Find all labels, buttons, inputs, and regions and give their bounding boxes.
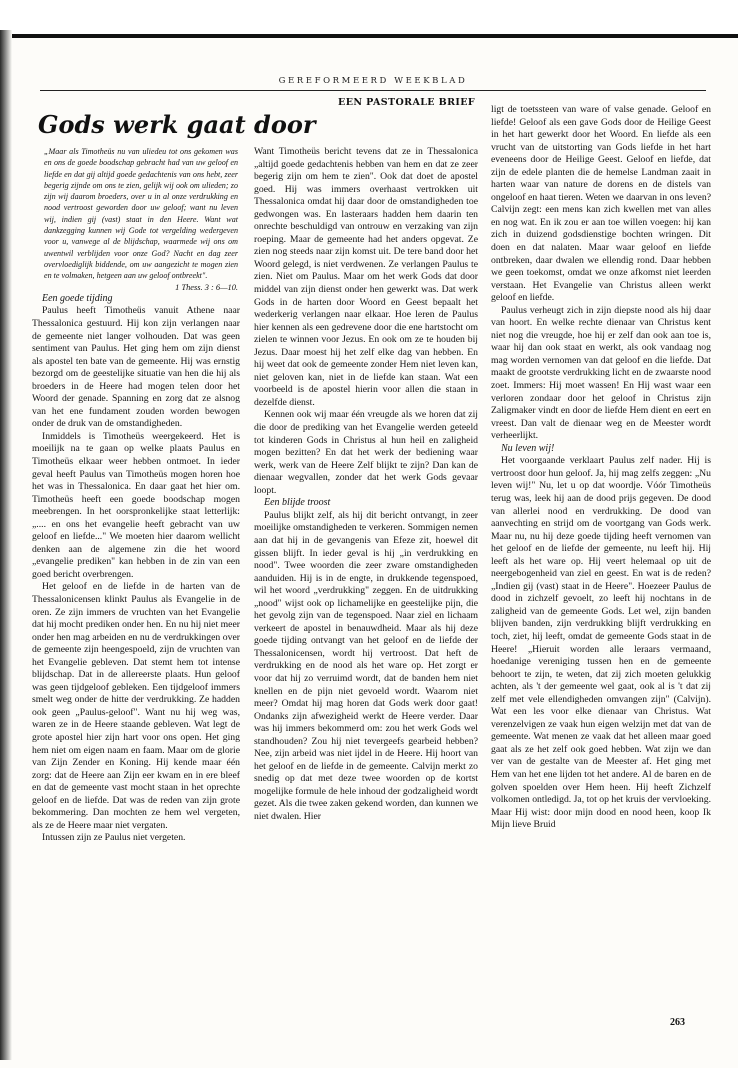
subheading-2: Een blijde troost — [264, 497, 331, 509]
column-3 — [491, 104, 711, 832]
paragraph: Kennen ook wij maar één vreugde als we horen dat zij die door de prediking van het Evangelie werden geteeld tot kinderen Gods in Christus al hun heil en zaligheid mogen bezitten? En dat het werk der bediening waar werk, werk van de Heere Zelf blijkt te zijn? Dan kan de dienaar wegvallen, zonder dat het werk Gods gevaar loopt. — [254, 409, 478, 496]
page-number: 263 — [670, 1017, 685, 1028]
scan-left-shadow — [0, 30, 12, 1060]
paragraph: Paulus heeft Timotheüs vanuit Athene naar Thessalonica gestuurd. Hij kon zijn verlangen naar de gemeente niet langer volhouden. Dat was geen sentiment van Paulus. Het ging hem om zijn dienst als apostel ten bate van de gemeente. Hij was ernstig bezorgd om de geestelijke situatie van hen die hij als broeders in de Heere had mogen telen door het Woord der genade. Spanning en zorg dat ze alsnog van het ene fundament zouden worden bewogen onder de druk van de omstandigheden. — [32, 305, 240, 430]
scan-top-edge — [0, 0, 738, 38]
article-title: Gods werk gaat door — [38, 110, 316, 139]
paragraph: Het voorgaande verklaart Paulus zelf nader. Hij is vertroost door hun geloof. Ja, hij mag zelfs zeggen: „Nu leven wij!" Nu, let u op dat woordje. Vóór Timotheüs terug was, leek hij aan de dood prijs gegeven. De dood van allerlei nood en verdrukking. De dood van aanvechting en strijd om de voortgang van Gods werk. Maar nu, nu hij deze goede tijding heeft vernomen van het geloof en de liefde der gemeente, nu leeft hij. Hij leeft als het ware op. Hij veert helemaal op uit de neergebogenheid van ziel en geest. En wat is de reden? „Indien gij (vast) staat in de Heere". Hoezeer Paulus de dood in zichzelf gevoelt, zo leeft hij nochtans in de zaligheid van de gemeente Gods. Let wel, zijn banden blijven banden, zijn verdrukking blijft verdrukking en toch, ziet, hij leeft, omdat de gemeente Gods staat in de Heere! „Hieruit worden alle leraars vermaand, hoedanige vereniging tussen hen en de gemeente behoort te zijn, te weten, dat zij zich moeten gelukkig achten, als 't der gemeente wel gaat, ook al is 't dat zij zelf met vele ellendigheden omvangen zijn" (Calvijn). Wat een les voor elke dienaar van Christus. Wat verenzelvigen ze vaak hun eigen welzijn met dat van de gemeente. Wat menen ze vaak dat het alleen maar goed gaat als ze het zelf ook goed hebben. Wat zijn we dan ver van de gestalte van de Meester af. Het ging met Hem van het ene lijden tot het andere. Al de baren en de golven spoelden over Hem heen. Hij heeft Zichzelf volkomen ontledigd. Ja, tot op het kruis der vervloeking. Maar Hij wist: door mijn dood en nood heen, koop Ik Mijn lieve Bruid — [491, 455, 711, 831]
column-1 — [32, 146, 240, 845]
subheading-3: Nu leven wij! — [501, 442, 555, 454]
paragraph: Want Timotheüs bericht tevens dat ze in Thessalonica „altijd goede gedachtenis hebben van hem en dat ze zeer begerig zijn om hem te zien". Ook dat doet de apostel goed. Hij was immers overhaast vertrokken uit Thessalonica omdat hij daar door de omstandigheden toe gedwongen was. En lasteraars hadden hem daarin ten onrechte beschuldigd van ontrouw en verzaking van zijn roeping. Maar de gemeente had het anders opgevat. Ze zien nog steeds naar zijn komst uit. De tere band door het Woord gelegd, is niet verdwenen. Ze verlangen Paulus te zien. Niet om Paulus. Maar om het werk Gods dat door middel van zijn dienst onder hen gewerkt was. Dat werk Gods in de harten door Woord en Geest bepaalt het wederkerig verlangen naar elkaar. Hoe leren de Paulus hier kennen als een gedrevene door die ene hartstocht om zielen te winnen voor Jezus. En ook om ze te houden bij Jezus. Daar moest hij het zelf elke dag van hebben. En hij weet dat ook de gemeente zonder Hem niet leven kan, niet geloven kan, niet in de liefde kan staan. Wat een voorbeeld is de apostel hierin voor allen die staan in dezelfde dienst. — [254, 146, 478, 408]
section-label: EEN PASTORALE BRIEF — [338, 97, 475, 108]
header-rule — [40, 90, 706, 91]
paragraph: Paulus blijkt zelf, als hij dit bericht ontvangt, in zeer moeilijke omstandigheden te verkeren. Sommigen nemen aan dat hij in de gevangenis van Efeze zit, hoewel dit gissen blijft. In ieder geval is hij „in verdrukking en nood". Twee woorden die zeer zware omstandigheden aanduiden. Hij is in de engte, in drukkende tegenspoed, wil het woord „verdrukking" zeggen. En de uitdrukking „nood" wijst ook op lichamelijke en geestelijke pijn, die het gevolg zijn van de tegenspoed. Naar ziel en lichaam verkeert de apostel in benauwdheid. Maar als hij deze goede tijding ontvangt van het geloof en de liefde der Thessalonicensen, wordt hij vertroost. Dat heft de verdrukking en de nood als het ware op. Het zorgt er voor dat hij zo verruimd wordt, dat de banden hem niet knellen en de pijn niet gevoeld wordt. Waarom niet meer? Omdat hij mag horen dat Gods werk door gaat! Ondanks zijn afwezigheid werkt de Heere verder. Daar was hij immers bekommerd om: zou het werk Gods wel standhouden? Zou hij niet tevergeefs gearbeid hebben? Nee, zijn arbeid was niet ijdel in de Heere. Hij hoort van het geloof en de liefde in de gemeente. Calvijn merkt zo snedig op dat met deze twee woorden op de kortst mogelijke formule de hele inhoud der godzaligheid wordt gezet. Als die twee zaken gekend worden, dan kunnen we niet dwalen. Hier — [254, 509, 478, 822]
paragraph: Inmiddels is Timotheüs weergekeerd. Het is moeilijk na te gaan op welke plaats Paulus en Timotheüs elkaar weer hebben ontmoet. In ieder geval heeft Paulus van Timotheüs mogen horen hoe het was in Thessalonica. En daar gaat het hier om. Timotheüs heeft een goede boodschap mogen meebrengen. In het oorspronkelijke staat letterlijk: „.... en ons het evangelie heeft gebracht van uw geloof en liefde..." We moeten hier daarom wellicht denken aan de algemene zin die het woord „evangelie prediken" kan hebben in de zin van een goed bericht overbrengen. — [32, 430, 240, 580]
epigraph-quote: „Maar als Timotheüs nu van uliedeu tot ons gekomen was en ons de goede boodschap gebracht had van uw geloof en liefde en dat gij altijd goede gedachtenis van ons hebt, zeer begerig zijnde om ons te zien, gelijk wij ook om ulieden; zo zijn wij daarom broeders, over u in al onze verdrukking en nood vertroost geworden door uw geloof; want nu leven wij, indien gij (vast) staat in den Heere. Want wat dankzegging kunnen wij Gode tot vergelding wedergeven voor u, vanwege al de blijdschap, waarmede wij ons om uwentwil verblijden voor onze God? Nacht en dag zeer overvloediglijk biddende, om uw aangezicht te mogen zien en te volmaken, hetgeen aan uw geloof ontbreekt". — [44, 147, 238, 281]
epigraph-reference: 1 Thess. 3 : 6—10. — [175, 282, 238, 292]
column-2 — [254, 146, 478, 824]
publication-header: GEREFORMEERD WEEKBLAD — [278, 76, 468, 86]
paragraph: Intussen zijn ze Paulus niet vergeten. — [42, 832, 186, 844]
paragraph: Paulus verheugt zich in zijn diepste nood als hij daar van hoort. En welke rechte dienaar van Christus kent niet nog die vreugde, hoe hij er zelf dan ook aan toe is, waar hij dan ook staat en werkt, als ook vandaag nog mag worden vernomen van dat geloof en die liefde. Dat maakt de grootste verdrukking licht en de zwaarste nood zoet. Immers: Hij moet wassen! En Hij wast waar een verloren zondaar door het geloof in Christus zijn Zaligmaker vindt en door de liefde Hem dient en eert en vreest. Dan valt de dienaar weg en de Meester wordt verheerlijkt. — [491, 304, 711, 442]
subheading-1: Een goede tijding — [42, 292, 113, 304]
paragraph: Het geloof en de liefde in de harten van de Thessalonicensen klinkt Paulus als Evangelie in de oren. Ze zijn immers de vruchten van het Evangelie dat hij mocht prediken onder hen. En nu hij niet meer onder hen mag arbeiden en nu de verdrukkingen over de gemeente zijn heengespoeld, zijn de vruchten van het Evangelie gebleven. Dat stemt hem tot intense blijdschap. Dat in de allereerste plaats. Hun geloof was geen tijdgeloof gebleken. Een tijdgeloof immers smelt weg onder de hitte der verdrukking. Ze hadden ook geen „Paulus-geloof". Want nu hij weg was, waren ze in de Heere staande gebleven. Wat legt de grote apostel hier zijn hart voor ons open. Het ging hem niet om eigen naam en faam. Maar om de glorie van Zijn Zender en Koning. Hij kende maar één zorg: dat de Heere aan Zijn eer kwam en in ere bleef en dat de gemeente vast mocht staan in het oprechte geloof en de liefde. Dat was de reden van zijn grote bekommering. Dan mochten ze hem wel vergeten, als ze de Heere maar niet vergaten. — [32, 581, 240, 831]
paragraph: ligt de toetssteen van ware of valse genade. Geloof en liefde! Geloof als een gave Gods door de Heilige Geest in het hart gewerkt door het Woord. En liefde als een vrucht van de uitstorting van Gods liefde in het hart eveneens door de Heilige Geest. Geloof en liefde, dat zijn de edele planten die de hemelse Landman zaait in harten waar van nature de dorens en de distels van ongeloof en haat tieren. Weten we daarvan in ons leven? Calvijn zegt: een mens kan zich kwellen met van alles en nog wat. En ik zou er aan toe willen voegen: hij kan zich in duizend godsdienstige bochten wringen. Dit doen en dat nalaten. Maar waar geloof en liefde ontbreken, daar dwalen we ellendig rond. Daar hebben we geen toekomst, omdat we onze afkomst niet leerden verstaan. Het Evangelie van Christus alleen werkt geloof en liefde. — [491, 104, 711, 304]
